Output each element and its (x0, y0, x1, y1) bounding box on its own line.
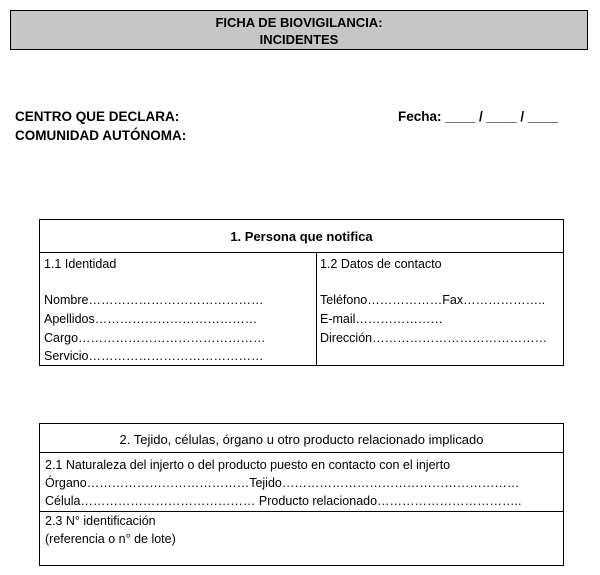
form-title-banner (10, 10, 588, 50)
section-tejido-producto (39, 423, 564, 566)
apellidos-field: Apellidos………………………………… (44, 312, 258, 326)
section-1-divider (40, 252, 563, 253)
comunidad-autonoma-label: COMUNIDAD AUTÓNOMA: (15, 128, 187, 143)
form-subtitle: INCIDENTES (259, 32, 339, 47)
section-1-title: 1. Persona que notifica (230, 229, 373, 244)
cargo-field: Cargo……………………………………… (44, 331, 266, 345)
referencia-lote-label: (referencia o n° de lote) (45, 532, 176, 546)
nombre-field: Nombre…………………………………… (44, 293, 264, 307)
telefono-fax-field: Teléfono………………Fax……………….. (320, 293, 546, 307)
email-field: E-mail………………… (320, 312, 443, 326)
form-title: FICHA DE BIOVIGILANCIA: (215, 15, 383, 30)
section-2-title: 2. Tejido, células, órgano u otro producto relacionado implicado (119, 432, 484, 447)
identificacion-heading: 2.3 N° identificación (45, 514, 156, 528)
identidad-heading: 1.1 Identidad (44, 257, 117, 271)
section-2-divider-top (40, 452, 563, 453)
celula-producto-field: Célula…………………………………… Producto relacionado…………………………….. (45, 494, 522, 508)
direccion-field: Dirección…………………………………… (320, 331, 548, 345)
organo-tejido-field: Órgano…………………………………Tejido………………………………………………… (45, 476, 520, 490)
section-persona-notifica (39, 219, 564, 366)
datos-contacto-heading: 1.2 Datos de contacto (320, 257, 442, 271)
section-2-divider-bottom (40, 511, 563, 512)
naturaleza-heading: 2.1 Naturaleza del injerto o del producto puesto en contacto con el injerto (45, 458, 451, 472)
section-1-column-divider (316, 252, 317, 365)
fecha-label: Fecha: ____ / ____ / ____ (398, 109, 558, 124)
centro-declara-label: CENTRO QUE DECLARA: (15, 109, 180, 124)
servicio-field: Servicio…………………………………… (44, 349, 264, 363)
